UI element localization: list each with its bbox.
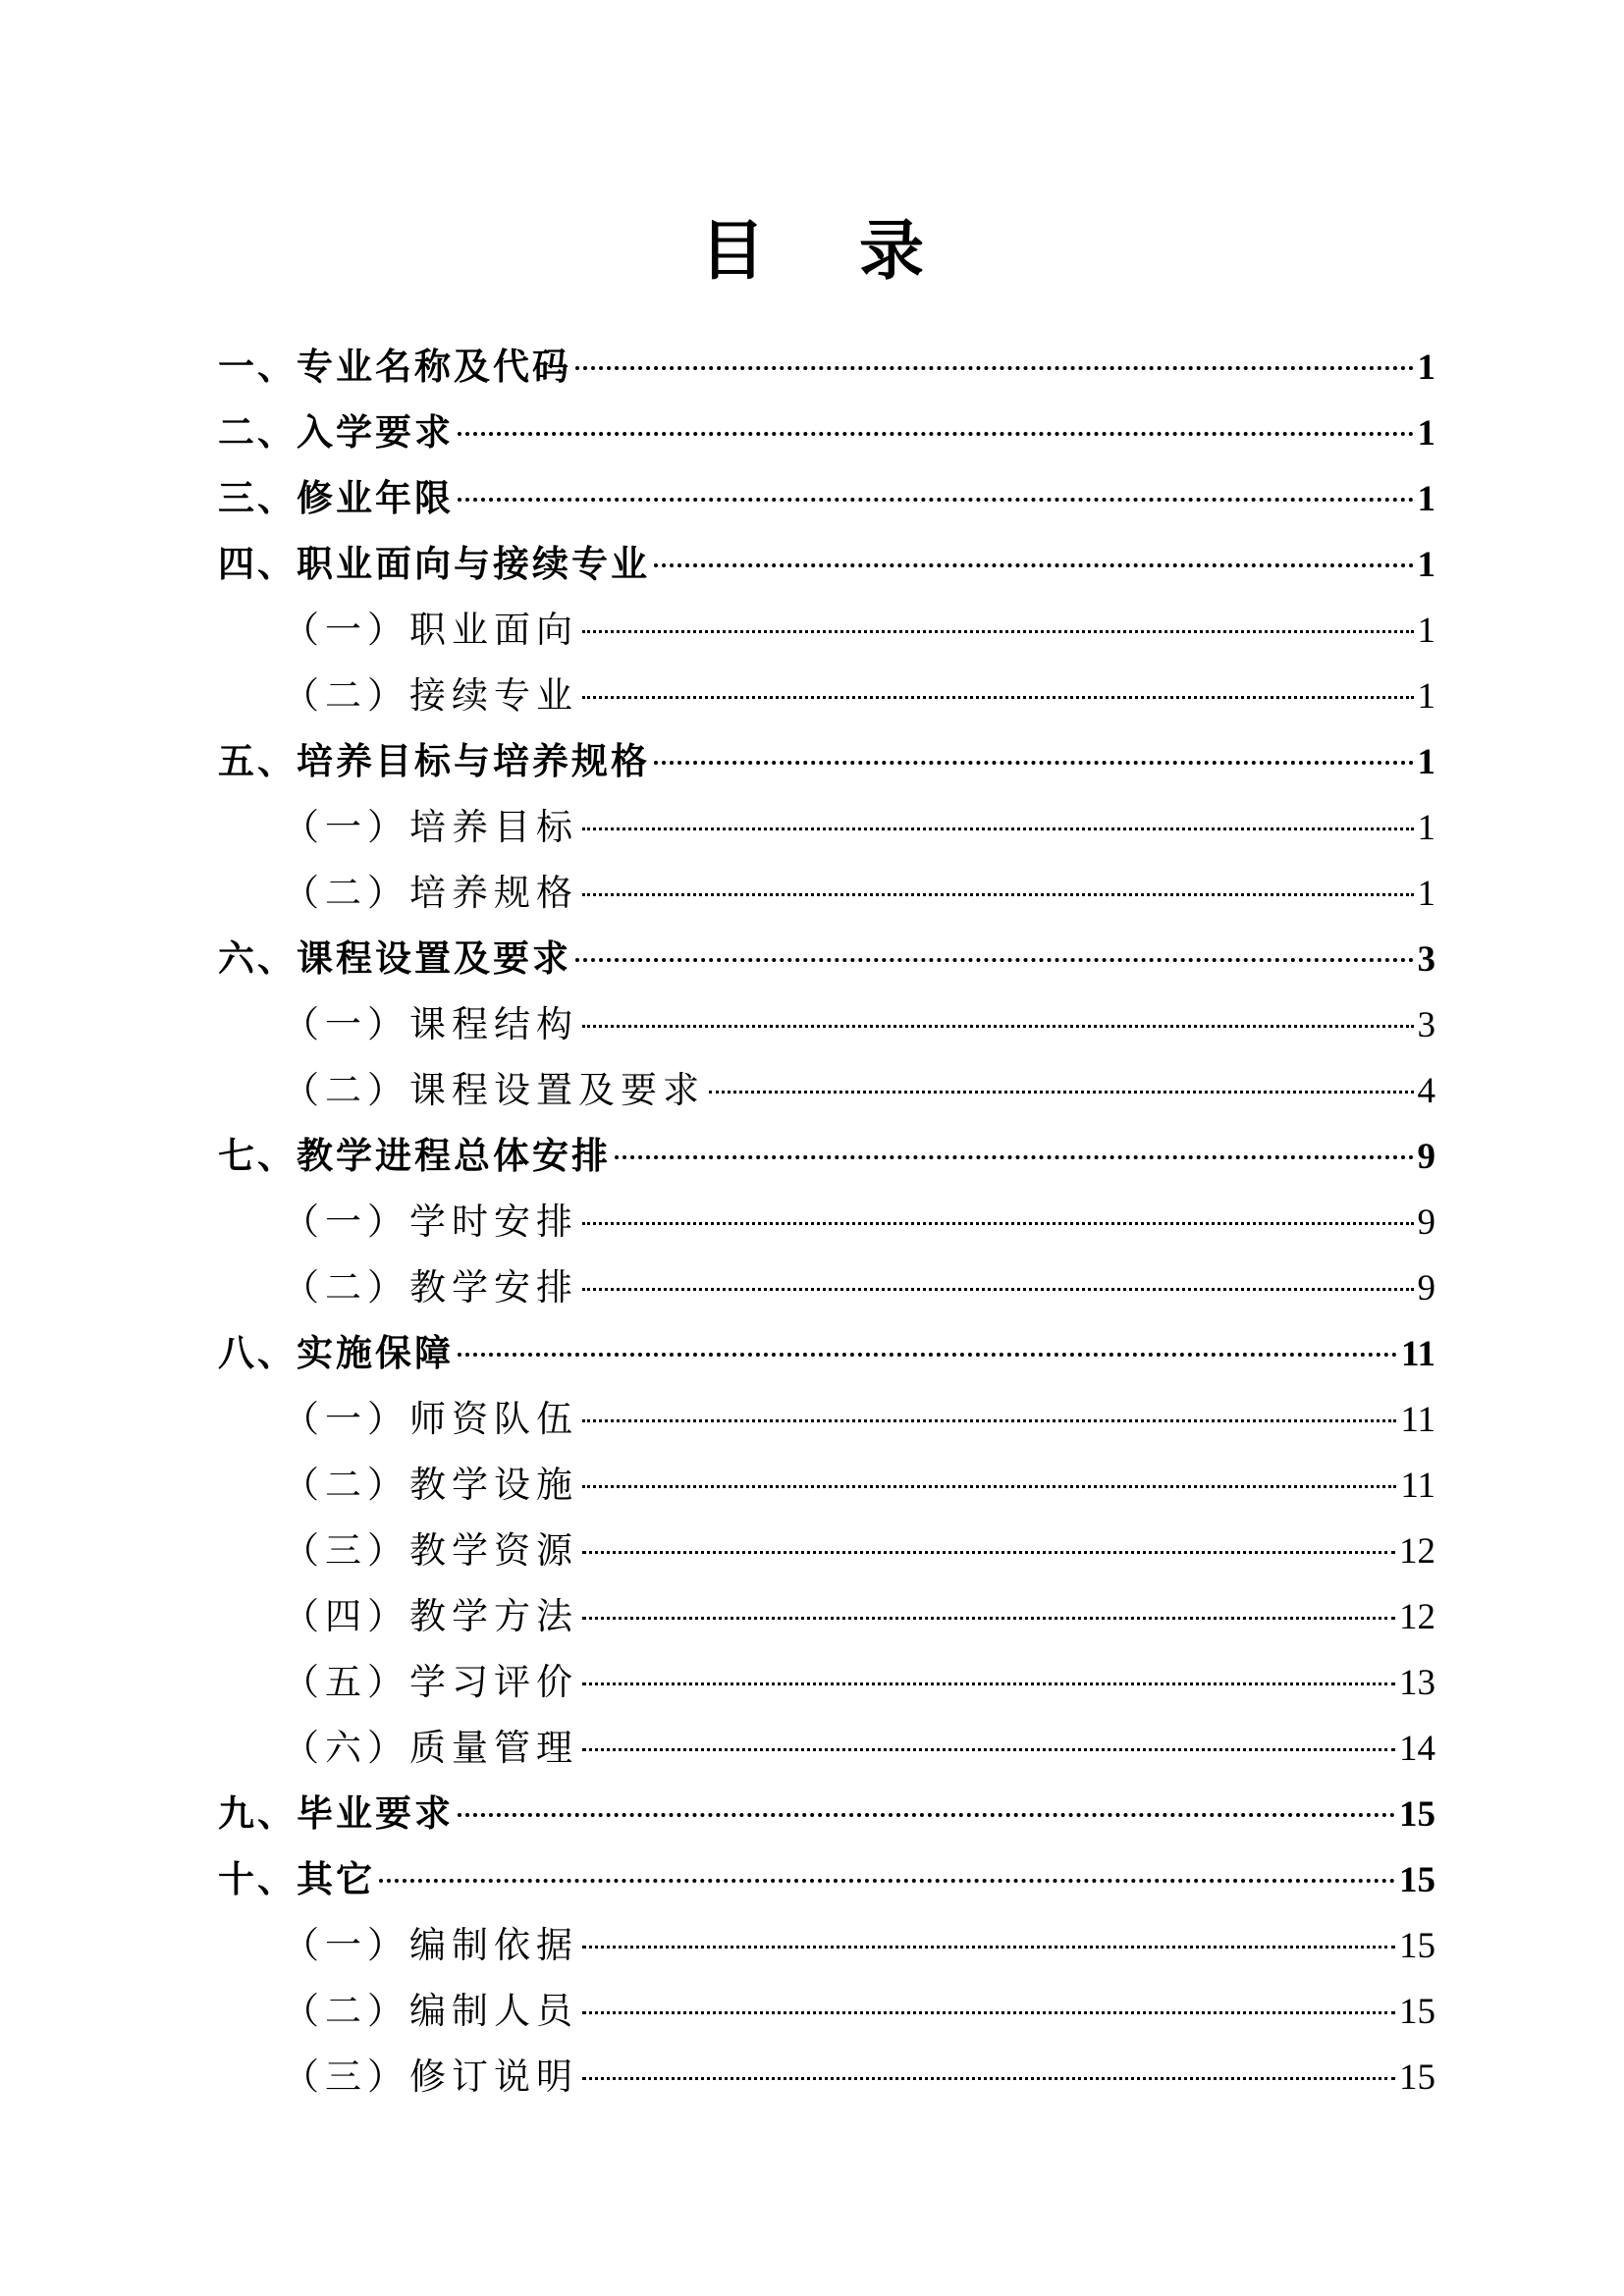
toc-page-number: 14	[1399, 1729, 1435, 1769]
toc-subsection[interactable]	[218, 1978, 1435, 2044]
toc-entry-label: 六、课程设置及要求	[218, 936, 571, 980]
dot-leader	[582, 2011, 1395, 2014]
toc-page-number: 15	[1399, 1794, 1435, 1835]
toc-section[interactable]	[218, 334, 1435, 400]
toc-page-number: 9	[1417, 1137, 1435, 1177]
toc-subsection[interactable]	[218, 991, 1435, 1057]
toc-entry-label: （二）教学安排	[283, 1266, 578, 1308]
toc-entry-label: （一）课程结构	[283, 1003, 578, 1045]
dot-leader	[575, 366, 1414, 370]
toc-section[interactable]	[218, 1123, 1435, 1189]
toc-section[interactable]	[218, 1320, 1435, 1386]
toc-entry-label: （三）教学资源	[283, 1529, 578, 1572]
toc-page-number: 1	[1417, 808, 1435, 848]
toc-page-number: 15	[1399, 2057, 1435, 2098]
dot-leader	[582, 1485, 1396, 1488]
toc-page-number: 11	[1400, 1466, 1435, 1506]
toc-subsection[interactable]	[218, 1583, 1435, 1649]
toc-subsection[interactable]	[218, 1649, 1435, 1715]
toc-subsection[interactable]	[218, 860, 1435, 926]
toc-subsection[interactable]	[218, 1912, 1435, 1978]
toc-subsection[interactable]	[218, 663, 1435, 728]
toc-entry-label: （二）培养规格	[283, 872, 578, 914]
toc-page-number: 4	[1417, 1071, 1435, 1111]
toc-section[interactable]	[218, 1846, 1435, 1912]
toc-subsection[interactable]	[218, 1518, 1435, 1583]
dot-leader	[582, 1551, 1395, 1554]
toc-page-number: 12	[1399, 1531, 1435, 1572]
toc-entry-label: （四）教学方法	[283, 1595, 578, 1637]
dot-leader	[615, 1155, 1414, 1159]
dot-leader	[582, 1682, 1395, 1685]
toc-entry-label: 五、培养目标与培养规格	[218, 739, 650, 782]
toc-entry-label: （一）培养目标	[283, 806, 578, 848]
toc-entry-label: （二）教学设施	[283, 1464, 578, 1506]
dot-leader	[582, 1025, 1414, 1028]
toc-page-number: 1	[1417, 545, 1435, 585]
toc-page-number: 3	[1417, 939, 1435, 980]
dot-leader	[582, 696, 1414, 699]
toc-entry-label: 三、修业年限	[218, 476, 454, 519]
dot-leader	[582, 1946, 1395, 1949]
toc-entry-label: 九、毕业要求	[218, 1791, 454, 1835]
dot-leader	[458, 498, 1414, 502]
toc-page-number: 15	[1399, 1926, 1435, 1966]
dot-leader	[458, 1813, 1395, 1817]
dot-leader	[582, 893, 1414, 896]
toc-entry-label: （一）师资队伍	[283, 1398, 578, 1440]
toc-entry-label: 一、专业名称及代码	[218, 345, 571, 388]
toc-subsection[interactable]	[218, 1255, 1435, 1320]
toc-page-number: 1	[1417, 742, 1435, 782]
toc-entry-label: （六）质量管理	[283, 1727, 578, 1769]
dot-leader	[582, 1288, 1414, 1291]
toc-entry-label: （一）编制依据	[283, 1924, 578, 1966]
toc-subsection[interactable]	[218, 1057, 1435, 1123]
toc-subsection[interactable]	[218, 1452, 1435, 1518]
dot-leader	[582, 1222, 1414, 1225]
dot-leader	[379, 1879, 1395, 1883]
toc-page-number: 15	[1399, 1992, 1435, 2032]
toc-entry-label: 四、职业面向与接续专业	[218, 542, 650, 585]
dot-leader	[458, 1353, 1397, 1357]
toc-entry-label: （二）课程设置及要求	[283, 1069, 705, 1111]
dot-leader	[582, 1748, 1395, 1751]
dot-leader	[654, 563, 1414, 567]
toc-entry-label: （二）编制人员	[283, 1990, 578, 2032]
toc-page-number: 11	[1401, 1334, 1435, 1374]
toc-entry-label: （一）职业面向	[283, 609, 578, 651]
dot-leader	[458, 432, 1414, 436]
toc-page-number: 13	[1399, 1663, 1435, 1703]
toc-page-number: 3	[1417, 1005, 1435, 1045]
toc-entry-label: 二、入学要求	[218, 410, 454, 454]
toc-entry-label: 十、其它	[218, 1857, 375, 1900]
toc-section[interactable]	[218, 926, 1435, 991]
toc-entry-label: （二）接续专业	[283, 674, 578, 717]
dot-leader	[654, 761, 1414, 765]
toc-page-number: 1	[1417, 347, 1435, 388]
toc-page-number: 12	[1399, 1597, 1435, 1637]
toc-section[interactable]	[218, 465, 1435, 531]
dot-leader	[582, 828, 1414, 830]
toc-page-number: 9	[1417, 1268, 1435, 1308]
toc-page-number: 1	[1417, 874, 1435, 914]
toc-entry-label: （三）修订说明	[283, 2056, 578, 2098]
table-of-contents	[218, 334, 1435, 2109]
toc-entry-label: 八、实施保障	[218, 1331, 454, 1374]
toc-subsection[interactable]	[218, 1189, 1435, 1255]
toc-page-number: 1	[1417, 611, 1435, 651]
toc-entry-label: 七、教学进程总体安排	[218, 1134, 611, 1177]
page-title: 目录	[700, 212, 1018, 289]
dot-leader	[582, 630, 1414, 633]
toc-subsection[interactable]	[218, 794, 1435, 860]
toc-section[interactable]	[218, 1781, 1435, 1846]
dot-leader	[709, 1091, 1414, 1094]
dot-leader	[582, 1617, 1395, 1620]
toc-subsection[interactable]	[218, 2044, 1435, 2109]
dot-leader	[575, 958, 1414, 962]
toc-section[interactable]	[218, 531, 1435, 597]
toc-subsection[interactable]	[218, 1386, 1435, 1452]
toc-page-number: 11	[1400, 1400, 1435, 1440]
toc-page-number: 1	[1417, 676, 1435, 717]
toc-page-number: 9	[1417, 1202, 1435, 1243]
toc-entry-label: （五）学习评价	[283, 1661, 578, 1703]
toc-subsection[interactable]	[218, 597, 1435, 663]
toc-page-number: 1	[1417, 413, 1435, 454]
dot-leader	[582, 1419, 1396, 1422]
toc-entry-label: （一）学时安排	[283, 1201, 578, 1243]
toc-page-number: 1	[1417, 479, 1435, 519]
dot-leader	[582, 2077, 1395, 2080]
toc-page-number: 15	[1399, 1860, 1435, 1900]
toc-section[interactable]	[218, 728, 1435, 794]
toc-section[interactable]	[218, 400, 1435, 465]
toc-subsection[interactable]	[218, 1715, 1435, 1781]
